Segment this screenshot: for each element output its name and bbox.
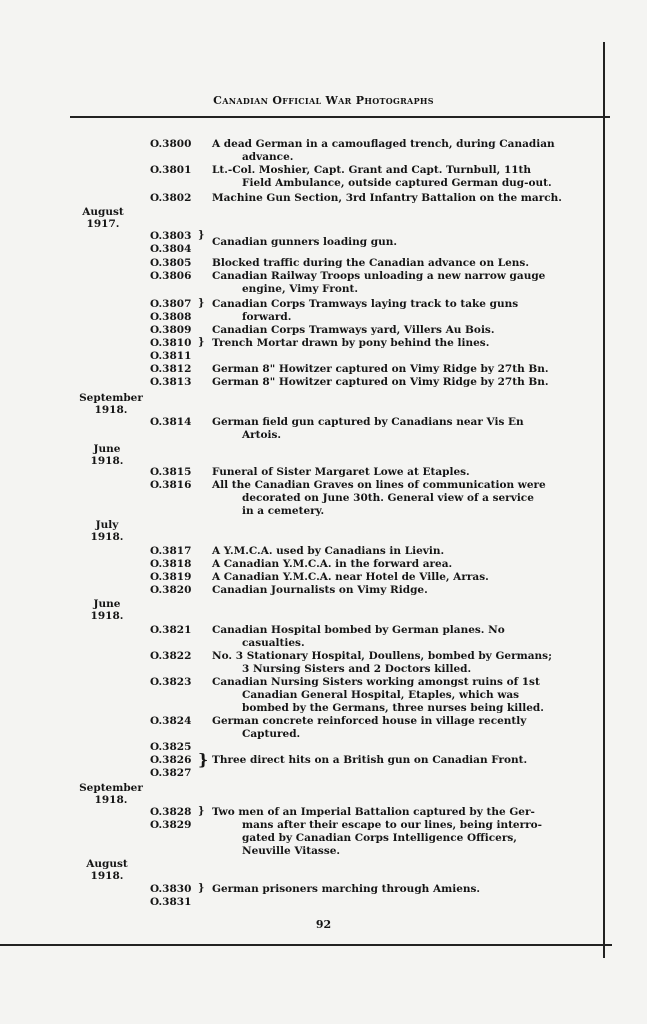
photo-number: O.3801 — [150, 164, 192, 176]
photo-number: O.3815 — [150, 466, 192, 478]
page-number: 92 — [315, 918, 332, 931]
description-line: Captured. — [242, 728, 301, 740]
description-line: Blocked traffic during the Canadian advance on Lens. — [212, 257, 529, 269]
photo-number: O.3805 — [150, 257, 192, 269]
photo-number: O.3827 — [150, 767, 192, 779]
photo-description — [212, 236, 592, 249]
photo-number: O.3826 — [150, 754, 192, 766]
photo-description — [212, 754, 592, 767]
photo-number: O.3812 — [150, 363, 192, 375]
date-month: September — [79, 392, 143, 404]
description-line: 3 Nursing Sisters and 2 Doctors killed. — [242, 663, 472, 675]
date-month: September — [79, 782, 143, 794]
description-line: All the Canadian Graves on lines of communication were — [212, 479, 546, 491]
description-line: forward. — [242, 311, 292, 323]
date-month: June — [93, 443, 121, 455]
photo-number: O.3828 — [150, 806, 192, 818]
photo-description — [212, 584, 592, 597]
photo-number: O.3824 — [150, 715, 192, 727]
photo-description — [212, 479, 592, 518]
description-line: German 8" Howitzer captured on Vimy Ridge by 27th Bn. — [212, 376, 549, 388]
description-line: A Y.M.C.A. used by Canadians in Lievin. — [212, 545, 445, 557]
date-month: June — [93, 598, 121, 610]
photo-number: O.3825 — [150, 741, 192, 753]
date-label — [72, 519, 142, 543]
photo-description — [212, 298, 592, 324]
photo-number: O.3819 — [150, 571, 192, 583]
brace-icon: } — [198, 230, 205, 241]
date-label — [72, 858, 142, 882]
photo-number: O.3804 — [150, 243, 192, 255]
photo-description — [212, 806, 592, 858]
photo-number: O.3822 — [150, 650, 192, 662]
date-year: 1918. — [90, 610, 124, 622]
date-year: 1918. — [94, 404, 128, 416]
date-year: 1917. — [86, 218, 120, 230]
description-line: Machine Gun Section, 3rd Infantry Battalion on the march. — [212, 192, 562, 204]
photo-number: O.3811 — [150, 350, 192, 362]
photo-description — [212, 324, 592, 337]
date-year: 1918. — [94, 794, 128, 806]
description-line: Canadian Railway Troops unloading a new narrow gauge — [212, 270, 546, 282]
photo-description — [212, 545, 592, 558]
photo-number: O.3814 — [150, 416, 192, 428]
photo-number: O.3830 — [150, 883, 192, 895]
description-line: A dead German in a camouflaged trench, during Canadian — [212, 138, 555, 150]
description-line: German 8" Howitzer captured on Vimy Ridge by 27th Bn. — [212, 363, 549, 375]
description-line: Three direct hits on a British gun on Canadian Front. — [212, 754, 528, 766]
photo-description — [212, 883, 592, 896]
photo-number: O.3807 — [150, 298, 192, 310]
brace-icon: } — [198, 806, 205, 817]
photo-description — [212, 416, 592, 442]
photo-number: O.3829 — [150, 819, 192, 831]
date-label — [72, 598, 142, 622]
description-line: No. 3 Stationary Hospital, Doullens, bombed by Germans; — [212, 650, 552, 662]
date-year: 1918. — [90, 531, 124, 543]
photo-description — [212, 650, 592, 676]
brace-icon: } — [198, 750, 209, 769]
description-line: Canadian General Hospital, Etaples, which was — [242, 689, 520, 701]
header-rule — [70, 116, 610, 118]
photo-description — [212, 270, 592, 296]
description-line: gated by Canadian Corps Intelligence Officers, — [242, 832, 517, 844]
date-label — [68, 206, 138, 230]
description-line: bombed by the Germans, three nurses being killed. — [242, 702, 544, 714]
photo-number: O.3813 — [150, 376, 192, 388]
photo-number: O.3800 — [150, 138, 192, 150]
description-line: German field gun captured by Canadians near Vis En — [212, 416, 524, 428]
description-line: Canadian gunners loading gun. — [212, 236, 398, 248]
description-line: Trench Mortar drawn by pony behind the lines. — [212, 337, 490, 349]
date-label — [76, 392, 146, 416]
description-line: decorated on June 30th. General view of a service — [242, 492, 534, 504]
photo-number: O.3823 — [150, 676, 192, 688]
description-line: Artois. — [242, 429, 282, 441]
description-line: Canadian Hospital bombed by German planes. No — [212, 624, 505, 636]
date-month: August — [86, 858, 128, 870]
photo-description — [212, 376, 592, 389]
description-line: Canadian Corps Tramways laying track to take guns — [212, 298, 519, 310]
date-label — [76, 782, 146, 806]
photo-description — [212, 257, 592, 270]
description-line: A Canadian Y.M.C.A. near Hotel de Ville, Arras. — [212, 571, 489, 583]
photo-description — [212, 558, 592, 571]
photo-number: O.3818 — [150, 558, 192, 570]
description-line: mans after their escape to our lines, being interro- — [242, 819, 543, 831]
photo-description — [212, 363, 592, 376]
description-line: German concrete reinforced house in village recently — [212, 715, 527, 727]
photo-description — [212, 192, 592, 205]
description-line: German prisoners marching through Amiens. — [212, 883, 481, 895]
photo-number: O.3803 — [150, 230, 192, 242]
date-year: 1918. — [90, 870, 124, 882]
photo-description — [212, 138, 592, 164]
description-line: Canadian Corps Tramways yard, Villers Au Bois. — [212, 324, 495, 336]
photo-number: O.3806 — [150, 270, 192, 282]
photo-description — [212, 466, 592, 479]
photo-number: O.3802 — [150, 192, 192, 204]
photo-number: O.3808 — [150, 311, 192, 323]
photo-number: O.3810 — [150, 337, 192, 349]
description-line: Field Ambulance, outside captured German dug-out. — [242, 177, 552, 189]
photo-number: O.3820 — [150, 584, 192, 596]
description-line: Lt.-Col. Moshier, Capt. Grant and Capt. Turnbull, 11th — [212, 164, 532, 176]
photo-number: O.3831 — [150, 896, 192, 908]
description-line: Funeral of Sister Margaret Lowe at Etaples. — [212, 466, 470, 478]
description-line: A Canadian Y.M.C.A. in the forward area. — [212, 558, 453, 570]
description-line: Canadian Journalists on Vimy Ridge. — [212, 584, 428, 596]
photo-description — [212, 337, 592, 350]
date-year: 1918. — [90, 455, 124, 467]
photo-description — [212, 676, 592, 715]
description-line: engine, Vimy Front. — [242, 283, 359, 295]
photo-number: O.3809 — [150, 324, 192, 336]
photo-number: O.3816 — [150, 479, 192, 491]
description-line: advance. — [242, 151, 294, 163]
description-line: Canadian Nursing Sisters working amongst ruins of 1st — [212, 676, 540, 688]
photo-description — [212, 715, 592, 741]
description-line: Neuville Vitasse. — [242, 845, 341, 857]
page-title: Canadian Official War Photographs — [213, 94, 434, 107]
photo-number: O.3821 — [150, 624, 192, 636]
date-month: August — [82, 206, 124, 218]
right-margin-rule — [603, 42, 605, 958]
photo-description — [212, 624, 592, 650]
description-line: Two men of an Imperial Battalion captured by the Ger- — [212, 806, 535, 818]
photo-number: O.3817 — [150, 545, 192, 557]
date-month: July — [95, 519, 119, 531]
photo-description — [212, 164, 592, 190]
footer-rule — [0, 944, 612, 946]
brace-icon: } — [198, 298, 205, 309]
brace-icon: } — [198, 883, 205, 894]
photo-description — [212, 571, 592, 584]
description-line: casualties. — [242, 637, 305, 649]
brace-icon: } — [198, 337, 205, 348]
description-line: in a cemetery. — [242, 505, 325, 517]
date-label — [72, 443, 142, 467]
